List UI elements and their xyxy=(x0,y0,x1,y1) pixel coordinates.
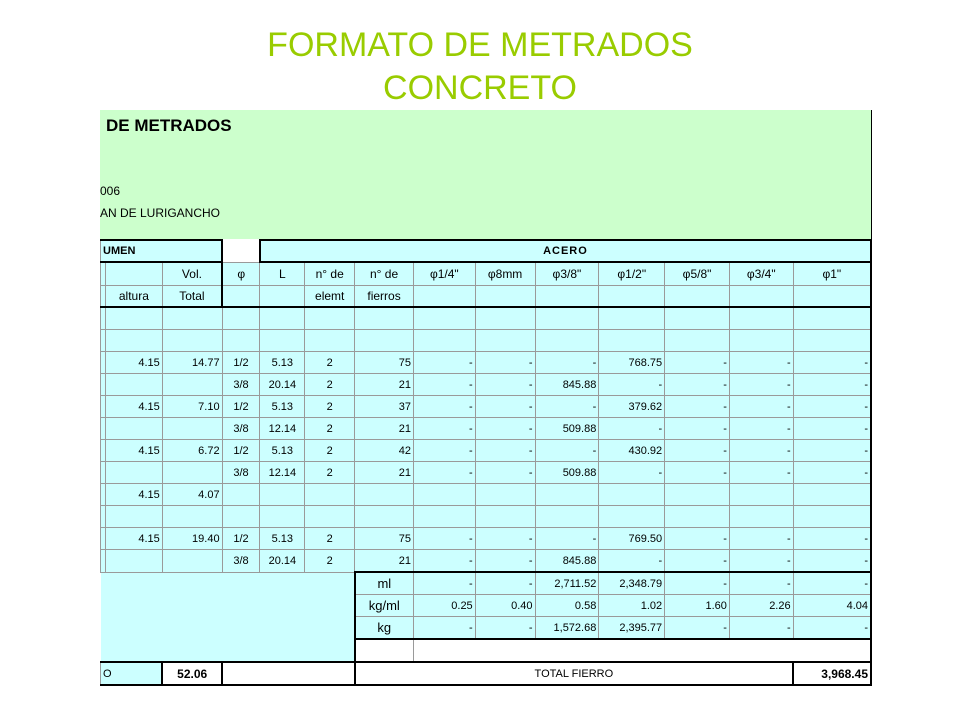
slide-subtitle: CONCRETO xyxy=(383,69,577,107)
table-cell: 4.07 xyxy=(162,484,222,506)
summary-value: - xyxy=(413,572,475,595)
sheet-header xyxy=(100,110,872,239)
table-cell xyxy=(729,330,793,352)
table-cell xyxy=(222,484,260,506)
table-cell xyxy=(162,374,222,396)
header-d34: φ3/4" xyxy=(729,262,793,286)
table-cell xyxy=(729,506,793,528)
table-cell: - xyxy=(729,396,793,418)
table-cell: 20.14 xyxy=(260,550,305,573)
table-cell xyxy=(665,330,730,352)
table-cell: 3/8 xyxy=(222,418,260,440)
spreadsheet xyxy=(100,110,872,698)
table-cell xyxy=(162,307,222,330)
header-elem: n° de xyxy=(305,262,355,286)
summary-value: 4.04 xyxy=(793,595,871,617)
table-cell xyxy=(665,484,730,506)
header-bars: n° de xyxy=(355,262,414,286)
table-cell: - xyxy=(729,418,793,440)
table-cell xyxy=(162,418,222,440)
table-cell: 1/2 xyxy=(222,440,260,462)
summary-value: 0.25 xyxy=(413,595,475,617)
table-cell xyxy=(106,374,163,396)
table-cell: - xyxy=(535,352,599,374)
table-cell: 2 xyxy=(305,528,355,550)
header-vol-total: Total xyxy=(162,286,222,308)
sheet-date: 006 xyxy=(100,184,121,198)
table-cell xyxy=(260,307,305,330)
table-cell xyxy=(535,307,599,330)
header-d12: φ1/2" xyxy=(599,262,665,286)
table-cell xyxy=(106,330,163,352)
table-cell: - xyxy=(599,418,665,440)
header-d38: φ3/8" xyxy=(535,262,599,286)
table-cell: 2 xyxy=(305,352,355,374)
table-cell: 2 xyxy=(305,396,355,418)
table-cell: - xyxy=(535,396,599,418)
table-cell xyxy=(665,506,730,528)
table-cell: - xyxy=(729,374,793,396)
total-left-label: O xyxy=(101,662,163,685)
table-cell: 20.14 xyxy=(260,374,305,396)
table-cell xyxy=(162,462,222,484)
table-cell: - xyxy=(475,418,535,440)
table-cell: - xyxy=(793,352,871,374)
table-cell: 75 xyxy=(355,352,414,374)
table-row xyxy=(101,396,872,418)
table-cell: 4.15 xyxy=(106,440,163,462)
table-row xyxy=(101,307,872,330)
summary-value: 2.26 xyxy=(729,595,793,617)
section-steel: ACERO xyxy=(260,240,871,262)
table-row xyxy=(101,528,872,550)
table-cell: - xyxy=(413,528,475,550)
table-cell: 3/8 xyxy=(222,550,260,573)
table-cell: - xyxy=(665,352,730,374)
table-cell xyxy=(162,506,222,528)
table-cell xyxy=(305,330,355,352)
table-cell: 3/8 xyxy=(222,374,260,396)
table-cell xyxy=(793,307,871,330)
header-d8mm: φ8mm xyxy=(475,262,535,286)
table-cell xyxy=(793,506,871,528)
metrados-table xyxy=(100,239,872,686)
table-cell: - xyxy=(475,550,535,573)
table-cell: - xyxy=(793,528,871,550)
header-altura: altura xyxy=(106,286,163,308)
table-row xyxy=(101,639,872,662)
header-length: L xyxy=(260,262,305,286)
total-row xyxy=(101,662,872,685)
table-cell: 21 xyxy=(355,374,414,396)
table-cell: - xyxy=(413,418,475,440)
table-cell: - xyxy=(793,418,871,440)
table-cell: - xyxy=(475,396,535,418)
table-cell: 4.15 xyxy=(106,352,163,374)
table-cell: - xyxy=(475,462,535,484)
summary-value: - xyxy=(413,617,475,640)
summary-blank xyxy=(101,639,355,662)
total-concrete: 52.06 xyxy=(162,662,222,685)
table-cell: - xyxy=(413,396,475,418)
summary-label: kg xyxy=(355,617,414,640)
table-cell: 19.40 xyxy=(162,528,222,550)
table-cell: 12.14 xyxy=(260,462,305,484)
table-cell: 14.77 xyxy=(162,352,222,374)
table-cell xyxy=(413,639,871,662)
table-cell: 2 xyxy=(305,374,355,396)
table-cell xyxy=(222,506,260,528)
table-cell xyxy=(106,462,163,484)
table-cell: 2 xyxy=(305,462,355,484)
table-row xyxy=(101,506,872,528)
table-cell: 21 xyxy=(355,550,414,573)
table-cell: 2 xyxy=(305,440,355,462)
summary-value: 1.60 xyxy=(665,595,730,617)
table-cell xyxy=(106,307,163,330)
table-cell xyxy=(106,550,163,573)
table-cell: 845.88 xyxy=(535,550,599,573)
table-cell xyxy=(222,307,260,330)
table-cell: 509.88 xyxy=(535,462,599,484)
section-volume: UMEN xyxy=(101,240,223,262)
table-cell xyxy=(355,639,414,662)
table-row xyxy=(101,462,872,484)
summary-value: - xyxy=(665,617,730,640)
table-cell: 769.50 xyxy=(599,528,665,550)
table-cell xyxy=(260,330,305,352)
table-row xyxy=(101,374,872,396)
table-cell xyxy=(260,506,305,528)
summary-value: 2,711.52 xyxy=(535,572,599,595)
total-steel: 3,968.45 xyxy=(793,662,871,685)
table-cell xyxy=(355,307,414,330)
table-cell: - xyxy=(665,550,730,573)
table-cell: - xyxy=(665,528,730,550)
table-cell xyxy=(535,330,599,352)
table-cell: - xyxy=(665,440,730,462)
table-cell: - xyxy=(729,440,793,462)
summary-value: - xyxy=(475,572,535,595)
sheet-title: DE METRADOS xyxy=(106,116,232,135)
table-cell xyxy=(793,330,871,352)
table-cell xyxy=(475,330,535,352)
table-cell: 4.15 xyxy=(106,396,163,418)
table-cell: - xyxy=(729,528,793,550)
table-cell: 21 xyxy=(355,462,414,484)
summary-blank xyxy=(101,617,355,640)
table-row xyxy=(101,330,872,352)
table-cell: 3/8 xyxy=(222,462,260,484)
table-cell: - xyxy=(475,528,535,550)
table-cell: 4.15 xyxy=(106,484,163,506)
table-cell xyxy=(305,506,355,528)
table-cell: 1/2 xyxy=(222,396,260,418)
table-cell xyxy=(665,307,730,330)
table-cell: - xyxy=(475,440,535,462)
table-cell: - xyxy=(599,374,665,396)
table-cell: - xyxy=(475,352,535,374)
table-cell xyxy=(729,307,793,330)
header-bars-2: fierros xyxy=(355,286,414,308)
table-cell: - xyxy=(729,550,793,573)
summary-blank xyxy=(101,595,355,617)
summary-row xyxy=(101,572,872,595)
table-cell: 5.13 xyxy=(260,352,305,374)
header-phi: φ xyxy=(222,262,260,286)
summary-label: ml xyxy=(355,572,414,595)
summary-value: 0.58 xyxy=(535,595,599,617)
table-cell: - xyxy=(535,528,599,550)
table-cell: 2 xyxy=(305,418,355,440)
section-row xyxy=(101,240,872,262)
table-cell: 430.92 xyxy=(599,440,665,462)
table-cell xyxy=(162,550,222,573)
summary-value: 0.40 xyxy=(475,595,535,617)
table-cell: - xyxy=(793,440,871,462)
table-cell xyxy=(599,330,665,352)
table-cell xyxy=(106,506,163,528)
header-elem-2: elemt xyxy=(305,286,355,308)
summary-value: - xyxy=(665,572,730,595)
table-cell xyxy=(535,484,599,506)
header-row-1 xyxy=(101,262,872,286)
table-cell xyxy=(305,484,355,506)
table-cell xyxy=(599,506,665,528)
table-cell: 6.72 xyxy=(162,440,222,462)
table-cell xyxy=(106,418,163,440)
table-cell: - xyxy=(413,374,475,396)
table-cell: 509.88 xyxy=(535,418,599,440)
table-row xyxy=(101,418,872,440)
header-d1: φ1" xyxy=(793,262,871,286)
summary-value: 1,572.68 xyxy=(535,617,599,640)
table-cell xyxy=(355,506,414,528)
table-row xyxy=(101,440,872,462)
summary-value: - xyxy=(475,617,535,640)
slide-title: FORMATO DE METRADOS xyxy=(267,26,693,64)
table-cell: 5.13 xyxy=(260,528,305,550)
summary-value: 1.02 xyxy=(599,595,665,617)
table-cell: - xyxy=(665,462,730,484)
table-row xyxy=(101,352,872,374)
table-cell xyxy=(260,484,305,506)
table-cell: 379.62 xyxy=(599,396,665,418)
table-cell: - xyxy=(793,462,871,484)
total-steel-label: TOTAL FIERRO xyxy=(355,662,793,685)
table-cell: 21 xyxy=(355,418,414,440)
summary-value: - xyxy=(793,617,871,640)
table-cell: - xyxy=(599,550,665,573)
table-cell xyxy=(475,307,535,330)
table-cell xyxy=(729,484,793,506)
table-cell xyxy=(162,330,222,352)
summary-value: 2,348.79 xyxy=(599,572,665,595)
sheet-location: AN DE LURIGANCHO xyxy=(100,206,221,220)
table-cell: - xyxy=(665,418,730,440)
table-cell: - xyxy=(793,550,871,573)
table-cell xyxy=(222,662,355,685)
table-cell xyxy=(305,307,355,330)
summary-value: 2,395.77 xyxy=(599,617,665,640)
table-cell: - xyxy=(413,352,475,374)
table-cell xyxy=(599,484,665,506)
table-cell xyxy=(475,506,535,528)
table-cell xyxy=(793,484,871,506)
table-cell: 75 xyxy=(355,528,414,550)
table-cell: 4.15 xyxy=(106,528,163,550)
table-cell: - xyxy=(793,396,871,418)
table-cell xyxy=(355,330,414,352)
table-cell xyxy=(413,484,475,506)
summary-value: - xyxy=(793,572,871,595)
table-cell xyxy=(355,484,414,506)
table-cell: 5.13 xyxy=(260,440,305,462)
header-d14: φ1/4" xyxy=(413,262,475,286)
table-cell: 845.88 xyxy=(535,374,599,396)
table-cell xyxy=(413,307,475,330)
summary-label: kg/ml xyxy=(355,595,414,617)
table-cell: - xyxy=(535,440,599,462)
table-cell xyxy=(475,484,535,506)
table-cell: 7.10 xyxy=(162,396,222,418)
table-cell: 5.13 xyxy=(260,396,305,418)
table-cell xyxy=(535,506,599,528)
table-row xyxy=(101,550,872,573)
table-cell: - xyxy=(413,462,475,484)
table-cell: 12.14 xyxy=(260,418,305,440)
summary-value: - xyxy=(729,617,793,640)
summary-value: - xyxy=(729,572,793,595)
table-cell xyxy=(413,330,475,352)
table-cell xyxy=(413,506,475,528)
table-cell: 1/2 xyxy=(222,528,260,550)
table-cell: - xyxy=(729,462,793,484)
table-cell xyxy=(599,307,665,330)
table-cell: - xyxy=(665,396,730,418)
table-cell xyxy=(222,330,260,352)
table-cell: - xyxy=(599,462,665,484)
table-cell: 2 xyxy=(305,550,355,573)
summary-blank xyxy=(101,572,355,595)
table-cell: - xyxy=(729,352,793,374)
table-cell: 1/2 xyxy=(222,352,260,374)
table-cell: 42 xyxy=(355,440,414,462)
header-d58: φ5/8" xyxy=(665,262,730,286)
header-row-2 xyxy=(101,286,872,308)
table-cell: 37 xyxy=(355,396,414,418)
table-cell: - xyxy=(793,374,871,396)
summary-row xyxy=(101,595,872,617)
table-cell: - xyxy=(475,374,535,396)
table-row xyxy=(101,484,872,506)
table-cell: 768.75 xyxy=(599,352,665,374)
table-cell: - xyxy=(413,440,475,462)
table-cell: - xyxy=(413,550,475,573)
summary-row xyxy=(101,617,872,640)
header-vol: Vol. xyxy=(162,262,222,286)
table-cell: - xyxy=(665,374,730,396)
